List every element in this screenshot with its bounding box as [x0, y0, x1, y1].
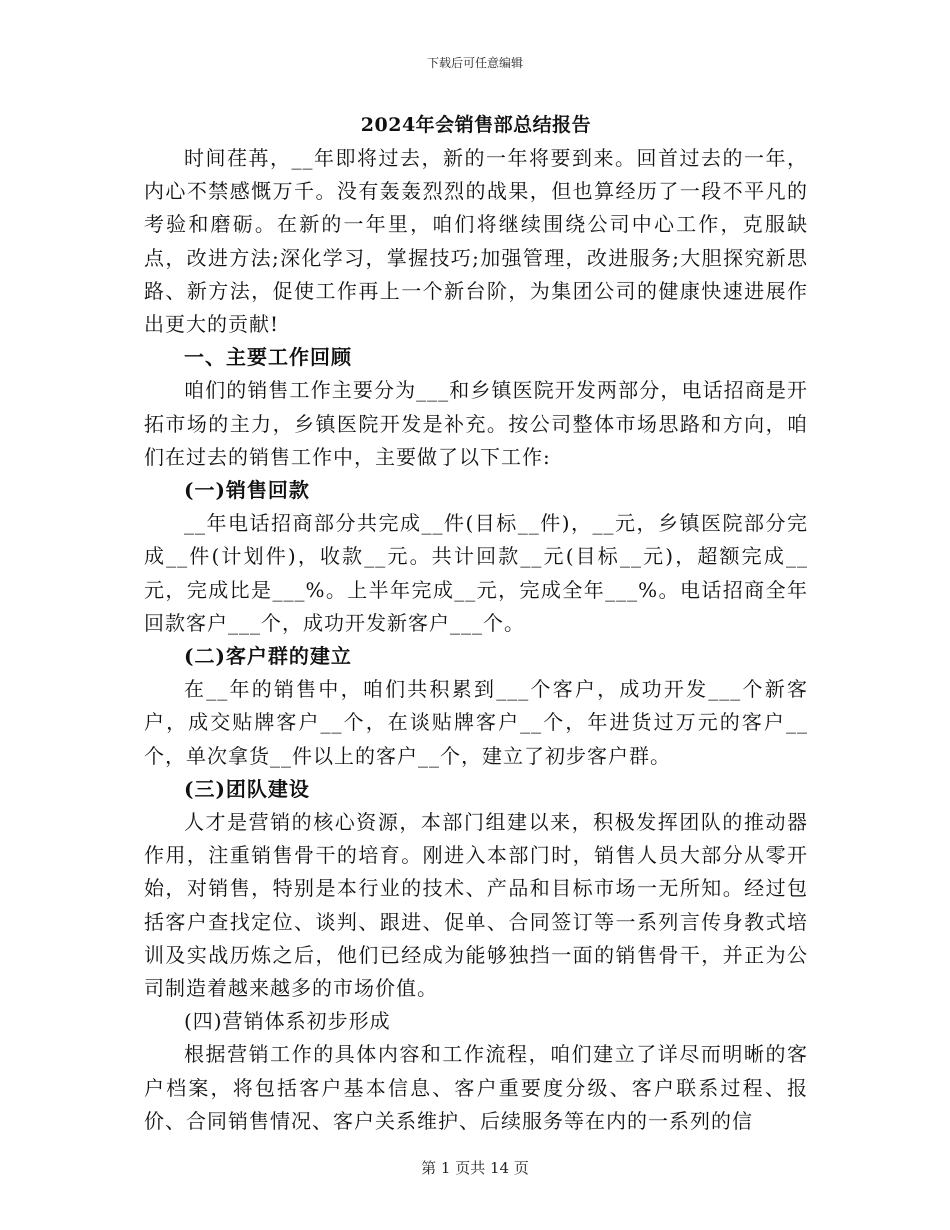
section-paragraph-work-review: 咱们的销售工作主要分为___和乡镇医院开发两部分，电话招商是开拓市场的主力，乡镇医院开发是补充。按公司整体市场思路和方向，咱们在过去的销售工作中，主要做了以下工作:: [144, 378, 808, 469]
subsection-heading-marketing-system: (四)营销体系初步形成: [184, 1009, 391, 1034]
document-title: 2024年会销售部总结报告: [360, 114, 592, 136]
subsection-heading-customer-group: (二)客户群的建立: [184, 644, 352, 669]
subsection-heading-sales-payment: (一)销售回款: [184, 478, 310, 503]
section-heading-work-review: 一、主要工作回顾: [184, 345, 352, 370]
subsection-heading-team-building: (三)团队建设: [184, 776, 310, 801]
subsection-paragraph-marketing-system: 根据营销工作的具体内容和工作流程，咱们建立了详尽而明晰的客户档案，将包括客户基本信息、客户重要度分级、客户联系过程、报价、合同销售情况、客户关系维护、后续服务等在内的一系列的信: [144, 1042, 808, 1133]
page-footer-number: 第 1 页共 14 页: [421, 1159, 529, 1177]
document-body: [144, 108, 808, 1138]
intro-paragraph: 时间荏苒，__年即将过去，新的一年将要到来。回首过去的一年，内心不禁感慨万千。没有轰轰烈烈的战果，但也算经历了一段不平凡的考验和磨砺。在新的一年里，咱们将继续围绕公司中心工作，克服缺点，改进方法;深化学习，掌握技巧;加强管理，改进服务;大胆探究新思路、新方法，促使工作再上一个新台阶，为集团公司的健康快速进展作出更大的贡献!: [144, 146, 808, 337]
subsection-paragraph-team-building: 人才是营销的核心资源，本部门组建以来，积极发挥团队的推动器作用，注重销售骨干的培育。刚进入本部门时，销售人员大部分从零开始，对销售，特别是本行业的技术、产品和目标市场一无所知。经过包括客户查找定位、谈判、跟进、促单、合同签订等一系列言传身教式培训及实战历炼之后，他们已经成为能够独挡一面的销售骨干，并正为公司制造着越来越多的市场价值。: [144, 810, 808, 1001]
subsection-paragraph-sales-payment: __年电话招商部分共完成__件(目标__件)，__元，乡镇医院部分完成__件(计划件)，收款__元。共计回款__元(目标__元)，超额完成__元，完成比是___%。上半年完成__元，完成全年___%。电话招商全年回款客户___个，成功开发新客户___个。: [144, 511, 808, 635]
subsection-paragraph-customer-group: 在__年的销售中，咱们共积累到___个客户，成功开发___个新客户，成交贴牌客户__个，在谈贴牌客户__个，年进货过万元的客户__个，单次拿货__件以上的客户__个，建立了初步客户群。: [144, 677, 808, 768]
page-header-note: 下载后可任意编辑: [426, 56, 523, 70]
